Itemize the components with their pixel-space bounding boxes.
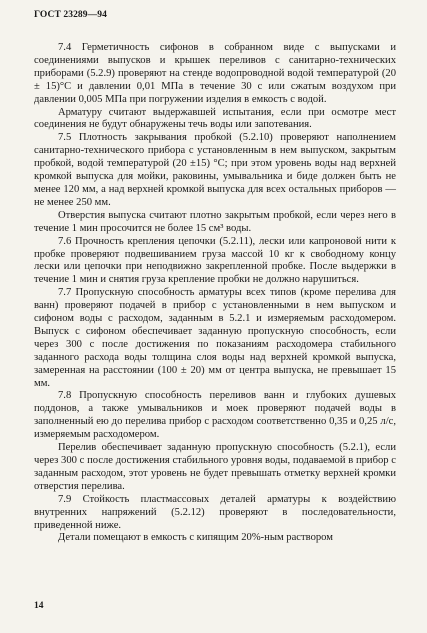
paragraph-7-8: 7.8 Пропускную способность переливов ванн и глубоких душевых поддонов, а также умывальников и моек проверяют подачей воды в заполненный ею до перелива прибор с расходом соответственно 0,35 и 0,25 л/с, измеряемым расходомером.	[34, 390, 396, 441]
paragraph-7-9: 7.9 Стойкость пластмассовых деталей арматуры к воздействию внутренних напряжений (5.2.12) проверяют в последовательности, приведенной ниже.	[34, 493, 396, 531]
paragraph-7-8-result: Перелив обеспечивает заданную пропускную способность (5.2.1), если через 300 с после достижения стабильного уровня воды, подаваемой в прибор с заданным расходом, этот уровень не будет превышать отметку верхней кромки отверстия перелива.	[34, 442, 396, 492]
paragraph-7-9-continued: Детали помещают в емкость с кипящим 20%-ным раствором	[58, 532, 333, 544]
body-text	[34, 42, 396, 545]
paragraph-7-4: 7.4 Герметичность сифонов в собранном виде с выпусками и соединениями выпусков и крышек переливов с санитарно-технических приборами (5.2.9) проверяют на стенде водопроводной водой температурой (20 ± 15)°С и давлении 0,01 МПа в течение 30 с или сжатым воздухом при давлении 0,005 МПа при погружении изделия в емкость с водой.	[34, 42, 396, 105]
paragraph-7-6: 7.6 Прочность крепления цепочки (5.2.11), лески или капроновой нити к пробке проверяют подвешиванием груза массой 10 кг к свободному концу лески или цепочки при неподвижно закрепленной пробке. После выдержки в течение 1 мин и снятия груза крепление пробки не должно нарушиться.	[34, 235, 396, 286]
paragraph-7-5-result: Отверстия выпуска считают плотно закрытым пробкой, если через него в течение 1 мин просочится не более 15 см³ воды.	[34, 209, 396, 234]
paragraph-7-4-result: Арматуру считают выдержавшей испытания, если при осмотре мест соединения не будут обнаружены течь воды или запотевания.	[34, 106, 396, 131]
document-header: ГОСТ 23289—94	[34, 10, 107, 20]
paragraph-7-5: 7.5 Плотность закрывания пробкой (5.2.10) проверяют наполнением санитарно-технического прибора с установленным в нем выпуском, закрытым пробкой, водой температурой (20 ±15) °С; при этом уровень воды над верхней кромкой выпуска для мойки, раковины, умывальника и биде должен быть не менее 120 мм, а над верхней кромкой выпуска для всех остальных приборов — не менее 250 мм.	[34, 132, 396, 208]
page-number: 14	[34, 601, 44, 611]
paragraph-7-7: 7.7 Пропускную способность арматуры всех типов (кроме перелива для ванн) проверяют подачей в прибор с установленными в нем выпуском и сифоном воды с расходом, заданным в 5.2.1 и измеряемым расходомером. Выпуск с сифоном обеспечивает заданную пропускную способность, если через 300 с после достижения по показаниям расходомера стабильного заданного расхода воды толщина слоя воды над верхней кромкой выпуска, замеренная на расстоянии (100 ± 20) мм от центра выпуска, не превышает 15 мм.	[34, 287, 396, 389]
